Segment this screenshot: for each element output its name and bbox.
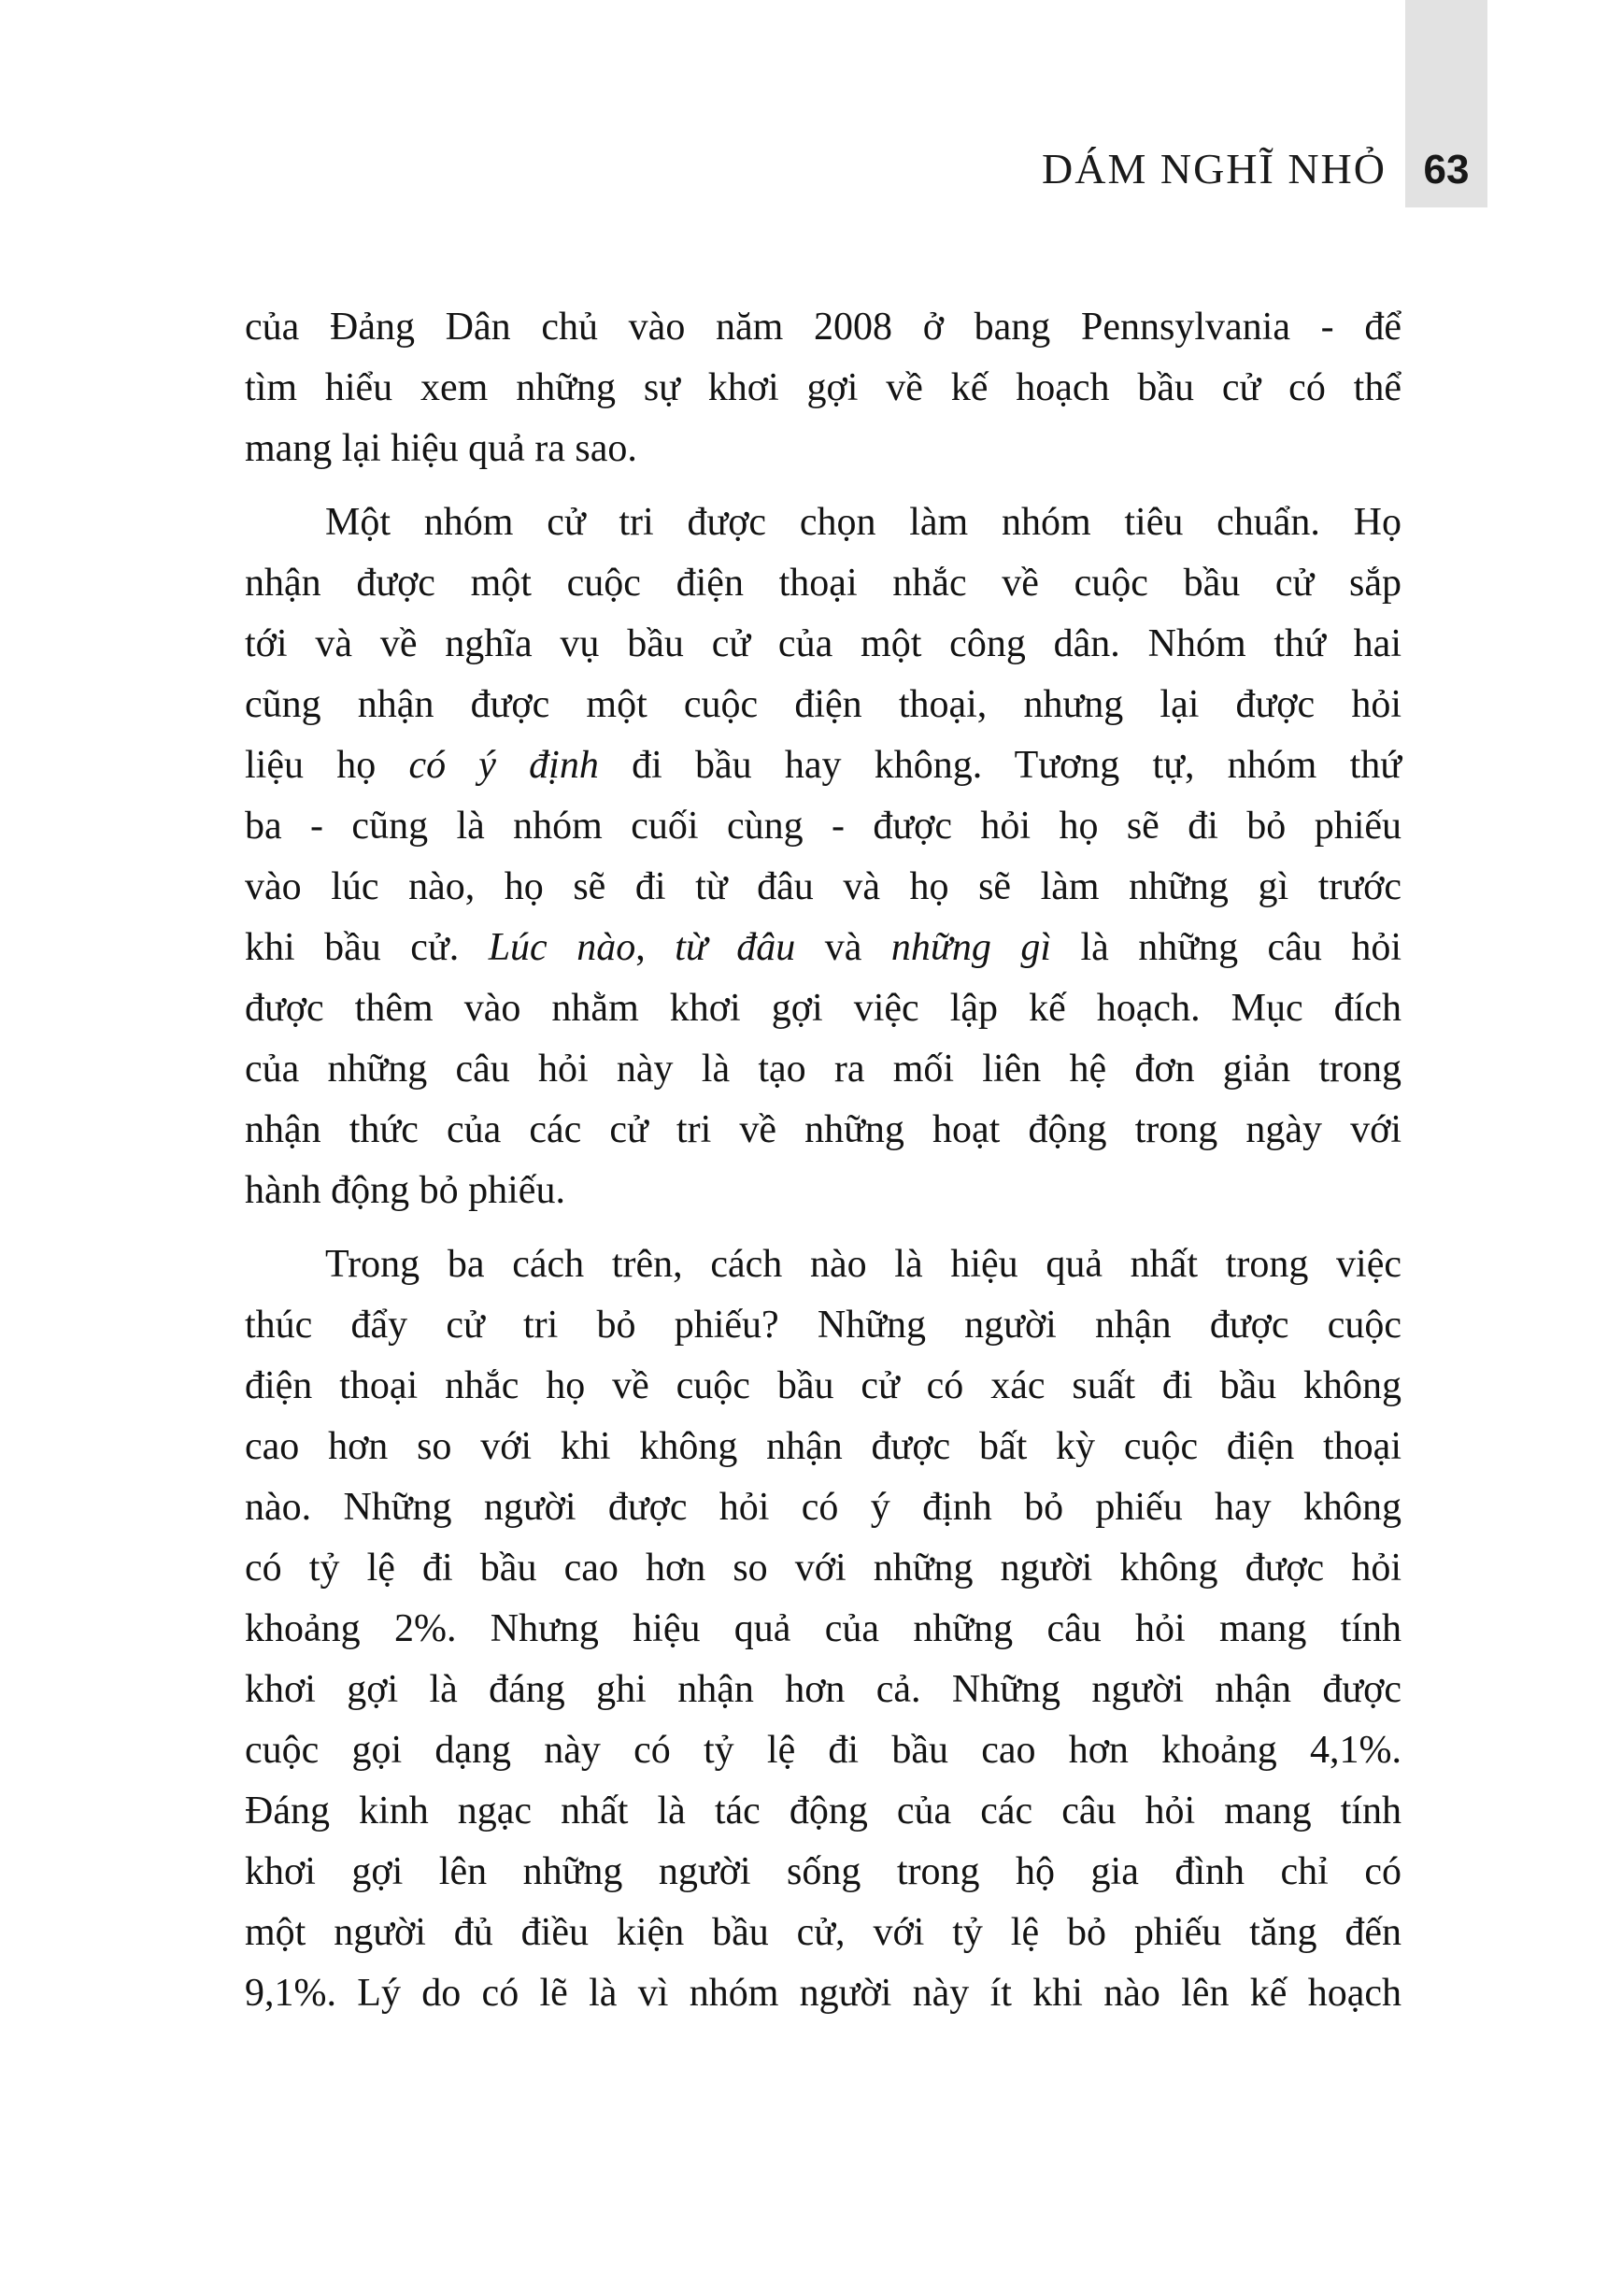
text-line bbox=[245, 1599, 1401, 1660]
text-line bbox=[245, 358, 1401, 419]
italic-phrase: từ đâu bbox=[675, 926, 796, 969]
text-segment: thúc đẩy cử tri bỏ phiếu? Những người nhận được cuộc bbox=[245, 1304, 1401, 1347]
running-header-title: DÁM NGHĨ NHỎ bbox=[1042, 145, 1387, 193]
text-line bbox=[245, 675, 1401, 735]
text-segment: mang lại hiệu quả ra sao. bbox=[245, 427, 637, 470]
text-line bbox=[245, 614, 1401, 675]
text-segment: của Đảng Dân chủ vào năm 2008 ở bang Pennsylvania - để bbox=[245, 306, 1401, 349]
text-segment: khi bầu cử. bbox=[245, 926, 489, 969]
italic-phrase: Lúc nào bbox=[488, 926, 636, 969]
text-segment: cao hơn so với khi không nhận được bất kỳ cuộc điện thoại bbox=[245, 1425, 1401, 1468]
text-line bbox=[245, 978, 1401, 1039]
text-line bbox=[245, 1039, 1401, 1100]
text-line bbox=[245, 419, 1401, 479]
text-segment: Trong ba cách trên, cách nào là hiệu quả nhất trong việc bbox=[325, 1243, 1401, 1286]
text-line bbox=[245, 297, 1401, 358]
text-line bbox=[245, 553, 1401, 614]
text-line bbox=[245, 1161, 1401, 1221]
text-segment: nào. Những người được hỏi có ý định bỏ phiếu hay không bbox=[245, 1486, 1401, 1529]
text-line bbox=[245, 1295, 1401, 1356]
text-segment: khơi gợi là đáng ghi nhận hơn cả. Những người nhận được bbox=[245, 1668, 1401, 1711]
text-segment: 9,1%. Lý do có lẽ là vì nhóm người này ít khi nào lên kế hoạch bbox=[245, 1972, 1401, 2015]
text-segment: là những câu hỏi bbox=[1051, 926, 1402, 969]
text-line bbox=[245, 1417, 1401, 1477]
text-line bbox=[245, 857, 1401, 918]
text-segment: nhận được một cuộc điện thoại nhắc về cuộc bầu cử sắp bbox=[245, 562, 1401, 605]
text-segment: nhận thức của các cử tri về những hoạt động trong ngày với bbox=[245, 1108, 1401, 1151]
text-line bbox=[245, 492, 1401, 553]
text-line bbox=[245, 1720, 1401, 1781]
text-line bbox=[245, 796, 1401, 857]
text-line bbox=[245, 1356, 1401, 1417]
text-segment: cũng nhận được một cuộc điện thoại, nhưng lại được hỏi bbox=[245, 683, 1401, 726]
text-line bbox=[245, 735, 1401, 796]
text-line bbox=[245, 1781, 1401, 1842]
paragraph bbox=[245, 297, 1401, 479]
text-line bbox=[245, 1477, 1401, 1538]
text-segment: khoảng 2%. Nhưng hiệu quả của những câu hỏi mang tính bbox=[245, 1607, 1401, 1650]
text-segment: của những câu hỏi này là tạo ra mối liên hệ đơn giản trong bbox=[245, 1048, 1401, 1091]
text-line bbox=[245, 1903, 1401, 1963]
text-segment: cuộc gọi dạng này có tỷ lệ đi bầu cao hơn khoảng 4,1%. bbox=[245, 1729, 1401, 1772]
text-segment: , bbox=[635, 926, 676, 969]
text-line bbox=[245, 1842, 1401, 1903]
text-segment: hành động bỏ phiếu. bbox=[245, 1169, 565, 1212]
text-segment: tới và về nghĩa vụ bầu cử của một công dân. Nhóm thứ hai bbox=[245, 622, 1401, 665]
text-segment: được thêm vào nhằm khơi gợi việc lập kế hoạch. Mục đích bbox=[245, 987, 1401, 1030]
text-segment: tìm hiểu xem những sự khơi gợi về kế hoạch bầu cử có thể bbox=[245, 366, 1401, 409]
italic-phrase: có ý định bbox=[408, 744, 599, 787]
text-segment: ba - cũng là nhóm cuối cùng - được hỏi họ sẽ đi bỏ phiếu bbox=[245, 805, 1401, 848]
text-segment: đi bầu hay không. Tương tự, nhóm thứ bbox=[598, 744, 1402, 787]
text-segment: Đáng kinh ngạc nhất là tác động của các câu hỏi mang tính bbox=[245, 1790, 1401, 1833]
paragraph bbox=[245, 492, 1401, 1221]
text-line bbox=[245, 1660, 1401, 1720]
text-line bbox=[245, 918, 1401, 978]
text-segment: có tỷ lệ đi bầu cao hơn so với những người không được hỏi bbox=[245, 1547, 1401, 1590]
text-line bbox=[245, 1100, 1401, 1161]
text-line bbox=[245, 1538, 1401, 1599]
text-line bbox=[245, 1963, 1401, 2024]
text-segment: và bbox=[795, 926, 891, 969]
page-number: 63 bbox=[1423, 147, 1470, 193]
text-segment: điện thoại nhắc họ về cuộc bầu cử có xác suất đi bầu không bbox=[245, 1364, 1401, 1407]
text-segment: khơi gợi lên những người sống trong hộ gia đình chỉ có bbox=[245, 1850, 1401, 1893]
italic-phrase: những gì bbox=[890, 926, 1051, 969]
text-segment: Một nhóm cử tri được chọn làm nhóm tiêu chuẩn. Họ bbox=[325, 501, 1401, 544]
text-segment: liệu họ bbox=[245, 744, 409, 787]
paragraph bbox=[245, 1234, 1401, 2024]
body-text bbox=[245, 297, 1401, 2024]
text-line bbox=[245, 1234, 1401, 1295]
text-segment: một người đủ điều kiện bầu cử, với tỷ lệ bỏ phiếu tăng đến bbox=[245, 1911, 1401, 1954]
text-segment: vào lúc nào, họ sẽ đi từ đâu và họ sẽ làm những gì trước bbox=[245, 865, 1401, 908]
